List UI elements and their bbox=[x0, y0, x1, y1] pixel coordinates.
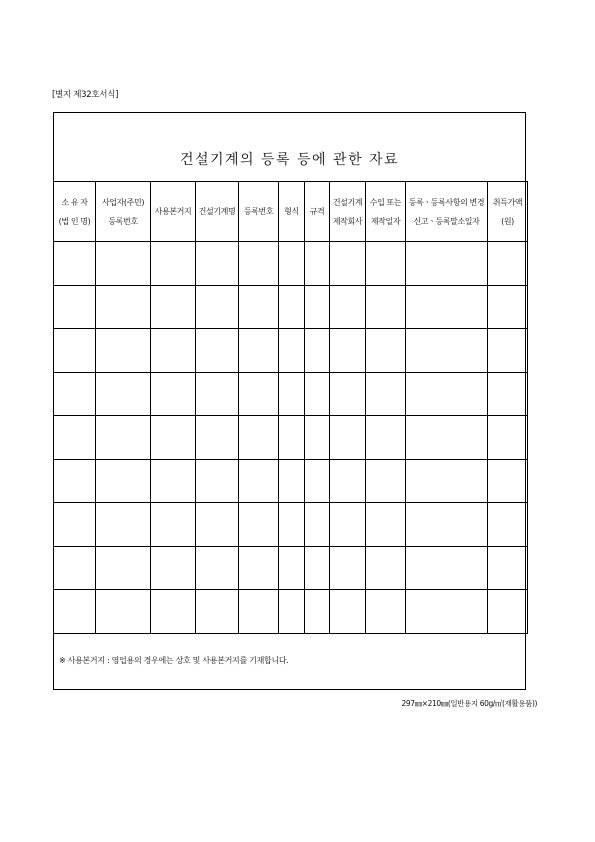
table-cell[interactable] bbox=[151, 503, 196, 547]
table-cell[interactable] bbox=[488, 546, 528, 590]
table-cell[interactable] bbox=[488, 459, 528, 503]
table-cell[interactable] bbox=[330, 242, 366, 286]
table-cell[interactable] bbox=[330, 459, 366, 503]
table-cell[interactable] bbox=[151, 285, 196, 329]
table-cell[interactable] bbox=[239, 372, 279, 416]
table-cell[interactable] bbox=[305, 372, 330, 416]
table-cell[interactable] bbox=[279, 546, 305, 590]
table-cell[interactable] bbox=[366, 459, 406, 503]
table-cell[interactable] bbox=[196, 459, 239, 503]
table-cell[interactable] bbox=[54, 242, 96, 286]
table-cell[interactable] bbox=[366, 503, 406, 547]
paper-spec: 297㎜×210㎜(일반용지 60g/㎡(재활용품)) bbox=[401, 699, 537, 708]
table-cell[interactable] bbox=[279, 459, 305, 503]
table-cell[interactable] bbox=[279, 285, 305, 329]
table-cell[interactable] bbox=[151, 242, 196, 286]
table-cell[interactable] bbox=[305, 590, 330, 634]
table-cell[interactable] bbox=[96, 285, 151, 329]
table-cell[interactable] bbox=[488, 503, 528, 547]
table-cell[interactable] bbox=[366, 329, 406, 373]
table-cell[interactable] bbox=[151, 329, 196, 373]
table-cell[interactable] bbox=[96, 416, 151, 460]
table-cell[interactable] bbox=[279, 416, 305, 460]
table-cell[interactable] bbox=[54, 285, 96, 329]
header-registration-dates: 등록ㆍ등록사항의 변경 신고ㆍ등록말소일자 bbox=[406, 182, 488, 242]
registration-table bbox=[53, 181, 528, 634]
header-base-location: 사용본거지 bbox=[151, 182, 196, 242]
table-cell[interactable] bbox=[330, 285, 366, 329]
table-cell[interactable] bbox=[366, 546, 406, 590]
table-cell[interactable] bbox=[406, 546, 488, 590]
table-cell[interactable] bbox=[406, 242, 488, 286]
table-cell[interactable] bbox=[366, 590, 406, 634]
table-cell[interactable] bbox=[488, 372, 528, 416]
table-cell[interactable] bbox=[305, 242, 330, 286]
table-cell[interactable] bbox=[366, 416, 406, 460]
table-cell[interactable] bbox=[305, 285, 330, 329]
table-cell[interactable] bbox=[406, 416, 488, 460]
table-cell[interactable] bbox=[305, 503, 330, 547]
table-cell[interactable] bbox=[196, 590, 239, 634]
table-cell[interactable] bbox=[279, 329, 305, 373]
table-cell[interactable] bbox=[196, 372, 239, 416]
header-registration-number: 등록번호 bbox=[239, 182, 279, 242]
table-cell[interactable] bbox=[406, 503, 488, 547]
table-cell[interactable] bbox=[305, 546, 330, 590]
table-cell[interactable] bbox=[330, 546, 366, 590]
table-cell[interactable] bbox=[96, 590, 151, 634]
header-model: 형식 bbox=[279, 182, 305, 242]
table-row bbox=[54, 590, 528, 634]
table-cell[interactable] bbox=[239, 546, 279, 590]
table-cell[interactable] bbox=[239, 590, 279, 634]
table-cell[interactable] bbox=[330, 416, 366, 460]
table-row bbox=[54, 459, 528, 503]
table-row bbox=[54, 329, 528, 373]
header-manufacturer: 건설기계 제작회사 bbox=[330, 182, 366, 242]
header-acquisition-price: 취득가액 (원) bbox=[488, 182, 528, 242]
table-cell[interactable] bbox=[279, 242, 305, 286]
table-cell[interactable] bbox=[96, 329, 151, 373]
table-cell[interactable] bbox=[279, 590, 305, 634]
header-import-date: 수입 또는 제작일자 bbox=[366, 182, 406, 242]
table-cell[interactable] bbox=[305, 416, 330, 460]
table-cell[interactable] bbox=[488, 590, 528, 634]
table-cell[interactable] bbox=[279, 503, 305, 547]
table-row bbox=[54, 242, 528, 286]
table-cell[interactable] bbox=[151, 546, 196, 590]
header-row bbox=[54, 182, 528, 242]
table-cell[interactable] bbox=[54, 372, 96, 416]
table-cell[interactable] bbox=[239, 459, 279, 503]
table-cell[interactable] bbox=[96, 242, 151, 286]
table-cell[interactable] bbox=[196, 329, 239, 373]
table-cell[interactable] bbox=[366, 242, 406, 286]
table-cell[interactable] bbox=[406, 459, 488, 503]
table-cell[interactable] bbox=[330, 329, 366, 373]
table-row bbox=[54, 416, 528, 460]
table-cell[interactable] bbox=[151, 416, 196, 460]
table-row bbox=[54, 372, 528, 416]
header-spec: 규격 bbox=[305, 182, 330, 242]
table-cell[interactable] bbox=[330, 503, 366, 547]
table-cell[interactable] bbox=[330, 590, 366, 634]
table-cell[interactable] bbox=[366, 285, 406, 329]
table-cell[interactable] bbox=[96, 459, 151, 503]
table-cell[interactable] bbox=[54, 590, 96, 634]
table-cell[interactable] bbox=[406, 285, 488, 329]
table-cell[interactable] bbox=[54, 416, 96, 460]
table-cell[interactable] bbox=[406, 329, 488, 373]
table-cell[interactable] bbox=[54, 329, 96, 373]
table-cell[interactable] bbox=[239, 329, 279, 373]
table-cell[interactable] bbox=[96, 546, 151, 590]
table-cell[interactable] bbox=[488, 416, 528, 460]
table-cell[interactable] bbox=[488, 285, 528, 329]
table-cell[interactable] bbox=[239, 285, 279, 329]
table-cell[interactable] bbox=[54, 546, 96, 590]
footnote: ※ 사용본거지 : 영업용의 경우에는 상호 및 사용본거지를 기재합니다. bbox=[59, 656, 289, 665]
form-container bbox=[53, 112, 526, 690]
table-row bbox=[54, 503, 528, 547]
table-cell[interactable] bbox=[488, 329, 528, 373]
table-cell[interactable] bbox=[54, 459, 96, 503]
table-cell[interactable] bbox=[305, 329, 330, 373]
table-cell[interactable] bbox=[279, 372, 305, 416]
header-owner: 소 유 자 (법 인 명) bbox=[54, 182, 96, 242]
table-cell[interactable] bbox=[406, 590, 488, 634]
table-cell[interactable] bbox=[151, 372, 196, 416]
header-machine-name: 건설기계명 bbox=[196, 182, 239, 242]
table-cell[interactable] bbox=[488, 242, 528, 286]
table-cell[interactable] bbox=[96, 503, 151, 547]
table-cell[interactable] bbox=[151, 590, 196, 634]
header-business-number: 사업자(주민) 등록번호 bbox=[96, 182, 151, 242]
table-cell[interactable] bbox=[96, 372, 151, 416]
table-row bbox=[54, 546, 528, 590]
table-cell[interactable] bbox=[196, 416, 239, 460]
table-cell[interactable] bbox=[406, 372, 488, 416]
table-cell[interactable] bbox=[196, 503, 239, 547]
table-cell[interactable] bbox=[366, 372, 406, 416]
table-cell[interactable] bbox=[239, 242, 279, 286]
table-row bbox=[54, 285, 528, 329]
table-cell[interactable] bbox=[305, 459, 330, 503]
table-cell[interactable] bbox=[196, 285, 239, 329]
table-cell[interactable] bbox=[196, 242, 239, 286]
table-cell[interactable] bbox=[330, 372, 366, 416]
table-cell[interactable] bbox=[196, 546, 239, 590]
table-cell[interactable] bbox=[239, 416, 279, 460]
form-number-label: [별지 제32호서식] bbox=[52, 90, 119, 100]
form-title: 건설기계의 등록 등에 관한 자료 bbox=[179, 152, 400, 168]
table-cell[interactable] bbox=[151, 459, 196, 503]
table-cell[interactable] bbox=[239, 503, 279, 547]
table-cell[interactable] bbox=[54, 503, 96, 547]
